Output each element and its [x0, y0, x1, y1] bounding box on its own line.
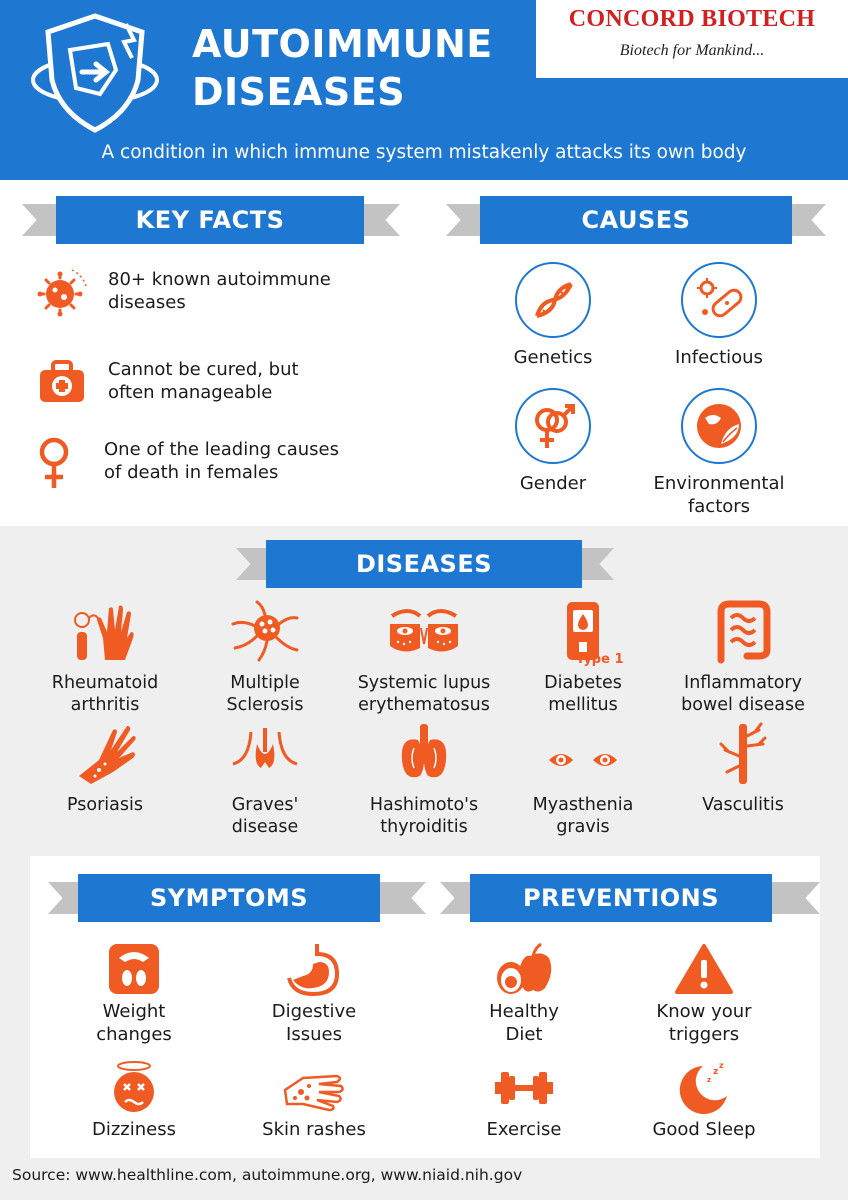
female-symbol-icon — [28, 434, 84, 490]
disease-item — [339, 720, 509, 838]
warning-icon — [673, 942, 735, 996]
symptom-item — [234, 942, 394, 1046]
key-fact-text: Cannot be cured, but often manageable — [108, 359, 299, 403]
weight-scale-icon — [103, 942, 165, 996]
preventions-heading: PREVENTIONS — [470, 874, 772, 922]
bacteria-icon — [691, 272, 747, 328]
dna-icon — [525, 272, 581, 328]
brand-tagline: Biotech for Mankind... — [619, 42, 765, 59]
key-fact-text: 80+ known autoimmune diseases — [108, 269, 331, 313]
prevention-label: Diet — [505, 1024, 543, 1045]
svg-text:z: z — [719, 1061, 724, 1070]
disease-item — [658, 720, 828, 816]
disease-label: disease — [231, 817, 299, 837]
key-facts-ribbon — [22, 196, 400, 244]
neuron-icon — [229, 598, 301, 664]
disease-label: mellitus — [548, 695, 618, 715]
lupus-face-icon — [388, 598, 460, 664]
cause-label: Genetics — [513, 347, 593, 368]
prevention-label: Exercise — [486, 1119, 562, 1140]
psoriasis-hand-icon — [69, 720, 141, 786]
diseases-ribbon — [236, 540, 614, 588]
disease-label: Myasthenia — [532, 795, 634, 815]
gender-symbols-icon — [525, 398, 581, 454]
prevention-label: triggers — [668, 1024, 740, 1045]
brand-logo — [536, 0, 848, 78]
first-aid-kit-icon — [34, 354, 90, 410]
earth-leaf-icon — [691, 398, 747, 454]
brand-name: CONCORD BIOTECH — [568, 6, 816, 32]
disease-item — [498, 720, 668, 838]
symptom-label: changes — [96, 1024, 172, 1045]
cause-item — [478, 262, 628, 369]
virus-icon — [34, 264, 90, 320]
symptom-label: Weight — [102, 1001, 166, 1022]
cause-label: Gender — [519, 473, 587, 494]
disease-item — [180, 598, 350, 716]
blood-vessel-icon — [707, 720, 779, 786]
eyes-icon — [547, 720, 619, 786]
prevention-label: Know your — [656, 1001, 752, 1022]
type-1-badge: Type 1 — [576, 652, 624, 667]
disease-label: erythematosus — [358, 695, 490, 715]
disease-item — [20, 720, 190, 816]
prevention-label: Good Sleep — [652, 1119, 756, 1140]
page-title: AUTOIMMUNE DISEASES — [192, 22, 493, 114]
disease-label: Rheumatoid — [51, 673, 159, 693]
symptom-label: Dizziness — [92, 1119, 176, 1140]
disease-label: thyroiditis — [380, 817, 468, 837]
diseases-heading: DISEASES — [266, 540, 582, 588]
disease-item — [20, 598, 190, 716]
dizzy-face-icon — [103, 1060, 165, 1114]
causes-ribbon — [446, 196, 826, 244]
key-fact-item — [28, 434, 398, 498]
dumbbell-icon — [493, 1060, 555, 1114]
preventions-ribbon — [440, 874, 820, 922]
cause-item — [644, 262, 794, 369]
moon-sleep-icon — [673, 1060, 735, 1114]
symptom-item — [54, 942, 214, 1046]
cause-label: Infectious — [675, 347, 763, 368]
disease-label: Sclerosis — [226, 695, 304, 715]
cause-label: factors — [687, 496, 751, 517]
disease-label: Systemic lupus — [357, 673, 491, 693]
disease-item — [180, 720, 350, 838]
cause-label: Environmental — [653, 473, 785, 494]
symptom-label: Digestive — [271, 1001, 357, 1022]
arthritis-hand-icon — [69, 598, 141, 664]
intestine-icon — [707, 598, 779, 664]
prevention-item — [624, 942, 784, 1046]
fruit-icon — [493, 942, 555, 996]
disease-label: Psoriasis — [67, 795, 143, 815]
symptom-label: Issues — [286, 1024, 342, 1045]
disease-item — [658, 598, 828, 716]
disease-label: Diabetes — [544, 673, 622, 693]
source-citation: Source: www.healthline.com, autoimmune.org, www.niaid.nih.gov — [12, 1166, 523, 1184]
symptom-label: Skin rashes — [262, 1119, 366, 1140]
disease-label: gravis — [556, 817, 610, 837]
disease-label: arthritis — [70, 695, 140, 715]
disease-label: bowel disease — [681, 695, 805, 715]
symptoms-heading: SYMPTOMS — [78, 874, 380, 922]
cause-item — [478, 388, 628, 495]
prevention-label: Healthy — [489, 1001, 559, 1022]
key-fact-text: One of the leading causes of death in females — [104, 439, 339, 483]
svg-text:z: z — [713, 1067, 719, 1077]
rash-hand-icon — [283, 1060, 345, 1114]
stomach-icon — [283, 942, 345, 996]
symptoms-ribbon — [48, 874, 426, 922]
shield-logo-icon — [30, 10, 160, 135]
prevention-item — [624, 1060, 784, 1141]
disease-label: Graves' — [231, 795, 299, 815]
disease-item — [339, 598, 509, 716]
disease-label: Vasculitis — [702, 795, 784, 815]
symptom-item — [54, 1060, 214, 1141]
disease-label: Hashimoto's — [369, 795, 479, 815]
disease-label: Inflammatory — [684, 673, 802, 693]
thyroid-icon — [388, 720, 460, 786]
svg-text:z: z — [707, 1076, 712, 1084]
key-facts-heading: KEY FACTS — [56, 196, 364, 244]
key-fact-item — [28, 264, 398, 328]
key-fact-item — [28, 354, 398, 418]
disease-label: Multiple — [230, 673, 300, 693]
prevention-item — [444, 1060, 604, 1141]
symptom-item — [234, 1060, 394, 1141]
thyroid-neck-icon — [229, 720, 301, 786]
prevention-item — [444, 942, 604, 1046]
causes-heading: CAUSES — [480, 196, 792, 244]
cause-item — [644, 388, 794, 518]
page-subtitle: A condition in which immune system mistakenly attacks its own body — [101, 142, 747, 163]
